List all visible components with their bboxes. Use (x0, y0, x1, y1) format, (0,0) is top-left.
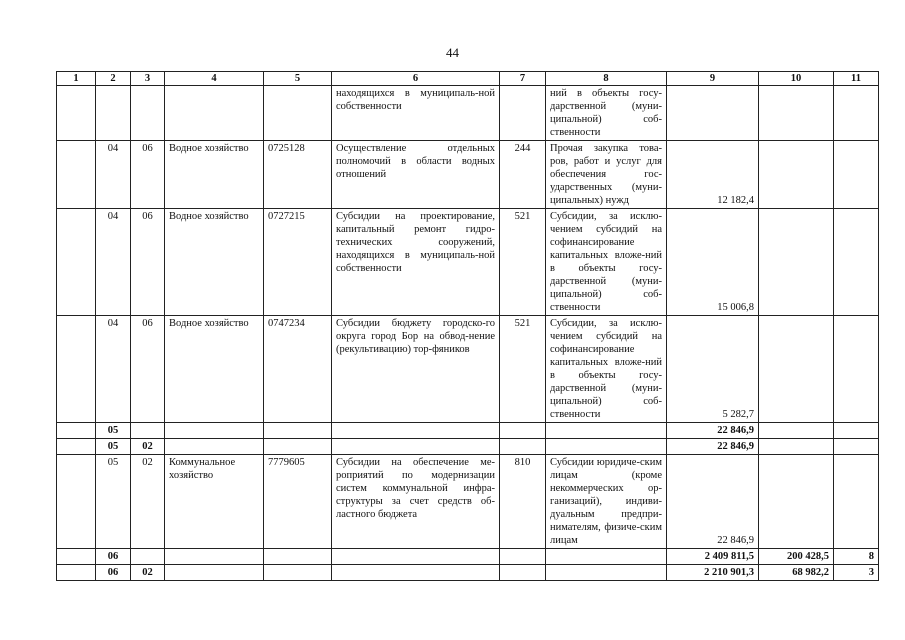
amount-cell: 15 006,8 (667, 209, 759, 316)
subsection-code-cell (131, 423, 165, 439)
col-11-cell (834, 439, 879, 455)
header-cell: 3 (131, 72, 165, 86)
subsection-code-cell: 02 (131, 439, 165, 455)
header-cell: 5 (264, 72, 332, 86)
section-code-cell (96, 86, 131, 141)
target-code-cell: 7779605 (264, 455, 332, 549)
header-cell: 4 (165, 72, 264, 86)
section-code-cell: 04 (96, 141, 131, 209)
section-code-cell: 05 (96, 423, 131, 439)
col-10-cell (759, 316, 834, 423)
amount-cell: 12 182,4 (667, 141, 759, 209)
target-code-cell (264, 423, 332, 439)
target-code-cell (264, 86, 332, 141)
expense-type-name-cell: Субсидии юридиче-ским лицам (кроме некоммерческих ор-ганизаций), индиви-дуальным предпри-нимателям, физиче-ским лицам (546, 455, 667, 549)
col-11-cell: 8 (834, 549, 879, 565)
table-row (57, 316, 879, 423)
col-10-cell (759, 86, 834, 141)
col-1-cell (57, 565, 96, 581)
col-11-cell (834, 209, 879, 316)
expense-type-name-cell: Субсидии, за исклю-чением субсидий на софинансирование капитальных вложе-ний в объекты госу-дарственной (муни-ципальной) соб-ственности (546, 316, 667, 423)
target-code-cell: 0747234 (264, 316, 332, 423)
target-code-cell: 0725128 (264, 141, 332, 209)
subsection-code-cell: 02 (131, 565, 165, 581)
section-code-cell: 04 (96, 316, 131, 423)
expense-type-code-cell (500, 439, 546, 455)
header-cell: 10 (759, 72, 834, 86)
table-row (57, 455, 879, 549)
amount-cell: 2 210 901,3 (667, 565, 759, 581)
expense-type-code-cell (500, 86, 546, 141)
expense-type-name-cell: ний в объекты госу-дарственной (муни-ципальной) соб-ственности (546, 86, 667, 141)
amount-cell: 22 846,9 (667, 423, 759, 439)
subsection-code-cell (131, 86, 165, 141)
target-name-cell: находящихся в муниципаль-ной собственности (332, 86, 500, 141)
target-name-cell: Субсидии на обеспечение ме-роприятий по модернизации систем коммунальной инфра-структуры за счет средств об-ластного бюджета (332, 455, 500, 549)
target-name-cell (332, 565, 500, 581)
subsection-code-cell (131, 549, 165, 565)
col-11-cell (834, 316, 879, 423)
header-cell: 1 (57, 72, 96, 86)
header-cell: 8 (546, 72, 667, 86)
col-11-cell (834, 455, 879, 549)
expense-type-name-cell (546, 423, 667, 439)
amount-cell: 22 846,9 (667, 439, 759, 455)
col-1-cell (57, 86, 96, 141)
section-code-cell: 04 (96, 209, 131, 316)
target-name-cell: Осуществление отдельных полномочий в области водных отношений (332, 141, 500, 209)
target-name-cell (332, 423, 500, 439)
col-1-cell (57, 423, 96, 439)
subtotal-row (57, 423, 879, 439)
header-row (57, 72, 879, 86)
target-name-cell: Субсидии бюджету городско-го округа город Бор на обвод-нение (рекультивацию) тор-фяников (332, 316, 500, 423)
expense-type-code-cell (500, 549, 546, 565)
col-1-cell (57, 439, 96, 455)
subsection-code-cell: 02 (131, 455, 165, 549)
amount-cell (667, 86, 759, 141)
col-11-cell: 3 (834, 565, 879, 581)
col-1-cell (57, 316, 96, 423)
subtotal-row (57, 439, 879, 455)
target-code-cell (264, 549, 332, 565)
expense-type-name-cell (546, 439, 667, 455)
col-1-cell (57, 141, 96, 209)
expense-type-name-cell: Субсидии, за исклю-чением субсидий на софинансирование капитальных вложе-ний в объекты госу-дарственной (муни-ципальной) соб-ственности (546, 209, 667, 316)
subsection-code-cell: 06 (131, 316, 165, 423)
col-10-cell (759, 209, 834, 316)
col-11-cell (834, 423, 879, 439)
header-cell: 11 (834, 72, 879, 86)
header-cell: 2 (96, 72, 131, 86)
target-name-cell: Субсидии на проектирование, капитальный ремонт гидро-технических сооружений, находящихся в муниципаль-ной собственности (332, 209, 500, 316)
expense-type-name-cell (546, 549, 667, 565)
col-1-cell (57, 549, 96, 565)
col-1-cell (57, 209, 96, 316)
expense-type-name-cell: Прочая закупка това-ров, работ и услуг для обеспечения гос-ударственных (муни-ципальных) нужд (546, 141, 667, 209)
subsection-code-cell: 06 (131, 141, 165, 209)
subsection-name-cell: Водное хозяйство (165, 316, 264, 423)
col-10-cell (759, 439, 834, 455)
target-code-cell (264, 565, 332, 581)
table-row (57, 141, 879, 209)
expense-type-code-cell (500, 565, 546, 581)
section-code-cell: 06 (96, 549, 131, 565)
subsection-name-cell: Водное хозяйство (165, 141, 264, 209)
expense-type-name-cell (546, 565, 667, 581)
section-code-cell: 05 (96, 455, 131, 549)
col-11-cell (834, 141, 879, 209)
col-10-cell (759, 423, 834, 439)
amount-cell: 22 846,9 (667, 455, 759, 549)
subsection-name-cell (165, 565, 264, 581)
subsection-code-cell: 06 (131, 209, 165, 316)
amount-cell: 2 409 811,5 (667, 549, 759, 565)
section-code-cell: 05 (96, 439, 131, 455)
budget-table (56, 71, 879, 581)
expense-type-code-cell: 810 (500, 455, 546, 549)
col-10-cell (759, 141, 834, 209)
subsection-name-cell (165, 423, 264, 439)
target-code-cell (264, 439, 332, 455)
target-name-cell (332, 439, 500, 455)
table-row (57, 209, 879, 316)
page-number: 44 (446, 45, 459, 60)
total-row (57, 549, 879, 565)
amount-cell: 5 282,7 (667, 316, 759, 423)
expense-type-code-cell: 244 (500, 141, 546, 209)
table-row (57, 86, 879, 141)
subsection-name-cell: Водное хозяйство (165, 209, 264, 316)
subsection-name-cell (165, 549, 264, 565)
header-cell: 6 (332, 72, 500, 86)
col-11-cell (834, 86, 879, 141)
col-1-cell (57, 455, 96, 549)
col-10-cell (759, 455, 834, 549)
header-cell: 7 (500, 72, 546, 86)
section-code-cell: 06 (96, 565, 131, 581)
subsection-name-cell: Коммунальное хозяйство (165, 455, 264, 549)
header-cell: 9 (667, 72, 759, 86)
expense-type-code-cell (500, 423, 546, 439)
target-name-cell (332, 549, 500, 565)
subsection-name-cell (165, 86, 264, 141)
col-10-cell: 68 982,2 (759, 565, 834, 581)
expense-type-code-cell: 521 (500, 209, 546, 316)
col-10-cell: 200 428,5 (759, 549, 834, 565)
expense-type-code-cell: 521 (500, 316, 546, 423)
target-code-cell: 0727215 (264, 209, 332, 316)
total-row (57, 565, 879, 581)
subsection-name-cell (165, 439, 264, 455)
